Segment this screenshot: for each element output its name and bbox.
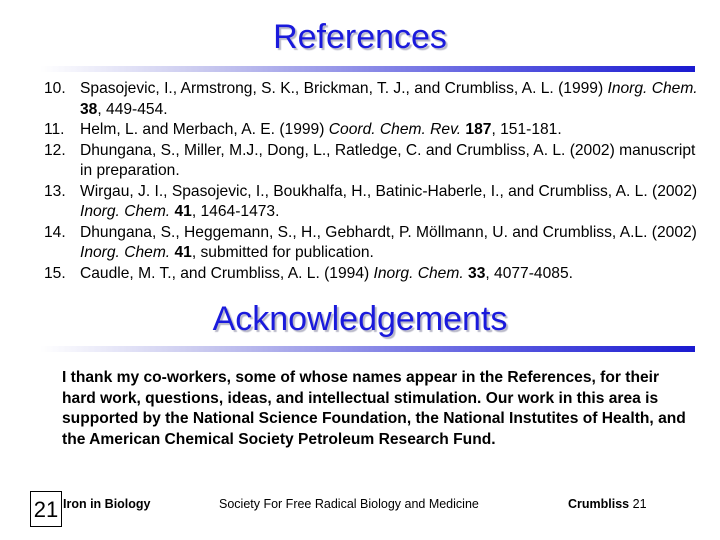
reference-text-part: , 1464-1473. bbox=[191, 203, 280, 220]
reference-text bbox=[80, 141, 704, 182]
footer-course-title: Iron in Biology bbox=[63, 497, 151, 511]
acknowledgements-text: I thank my co-workers, some of whose names appear in the References, for their hard work, questions, ideas, and intellectual stimulation. Our work in this area is supported by the National Science Foundation, the National Instutites of Health, and the American Chemical Society Petroleum Research Fund. bbox=[62, 369, 686, 448]
reference-text-part: Helm, L. and Merbach, A. E. (1999) bbox=[80, 121, 329, 138]
references-title: References bbox=[273, 18, 447, 56]
reference-text-part: , 449-454. bbox=[97, 100, 168, 118]
reference-text-part: Inorg. Chem. bbox=[607, 80, 698, 97]
reference-item bbox=[44, 79, 704, 120]
footer-society: Society For Free Radical Biology and Medicine bbox=[219, 497, 479, 511]
acknowledgements-title: Acknowledgements bbox=[212, 300, 508, 338]
reference-text bbox=[80, 182, 704, 223]
reference-text-part: Caudle, M. T., and Crumbliss, A. L. (1994) bbox=[80, 264, 374, 282]
reference-text bbox=[80, 264, 704, 285]
reference-item bbox=[44, 141, 704, 182]
reference-text-part: Inorg. Chem. bbox=[373, 264, 464, 282]
reference-text bbox=[80, 120, 704, 141]
reference-number: 12. bbox=[44, 141, 66, 159]
references-divider bbox=[40, 66, 695, 72]
reference-text-part: 33 bbox=[468, 264, 486, 282]
reference-text-part: 38 bbox=[80, 100, 98, 118]
reference-text-part: , 4077-4085. bbox=[485, 264, 573, 282]
footer-page-number: 21 bbox=[632, 497, 647, 511]
reference-text-part: Spasojevic, I., Armstrong, S. K., Brickman, T. J., and Crumbliss, A. L. (1999) bbox=[80, 80, 608, 97]
reference-text-part: Dhungana, S., Heggemann, S., H., Gebhardt, P. Möllmann, U. and Crumbliss, A.L. (2002) bbox=[80, 223, 697, 241]
reference-item bbox=[44, 223, 704, 264]
footer-author: Crumbliss bbox=[568, 497, 630, 511]
reference-item bbox=[44, 264, 704, 285]
reference-text-part: , 151-181. bbox=[491, 121, 562, 138]
reference-text-part: 41 bbox=[174, 203, 192, 220]
reference-number: 10. bbox=[44, 80, 66, 97]
reference-number: 15. bbox=[44, 264, 66, 282]
reference-number: 14. bbox=[44, 223, 66, 241]
reference-text-part: 187 bbox=[465, 121, 492, 138]
reference-text-part: Wirgau, J. I., Spasojevic, I., Boukhalfa, H., Batinic-Haberle, I., and Crumbliss, A. L. (2002) bbox=[80, 182, 698, 200]
reference-text-part: Inorg. Chem. bbox=[80, 244, 171, 261]
reference-text bbox=[80, 223, 704, 264]
reference-text-part: Coord. Chem. Rev. bbox=[328, 121, 462, 138]
reference-item bbox=[44, 120, 704, 141]
acknowledgements-divider bbox=[40, 346, 695, 352]
reference-text-part: Inorg. Chem. bbox=[80, 203, 171, 220]
reference-text-part: 41 bbox=[174, 244, 192, 261]
slide-number: 21 bbox=[30, 491, 62, 527]
reference-number: 13. bbox=[44, 182, 66, 200]
references-list bbox=[44, 79, 704, 284]
reference-item bbox=[44, 182, 704, 223]
reference-text-part: Dhungana, S., Miller, M.J., Dong, L., Ratledge, C. and Crumbliss, A. L. (2002) manuscript in preparation. bbox=[80, 141, 696, 179]
reference-number: 11. bbox=[44, 121, 65, 138]
reference-text bbox=[80, 79, 704, 120]
footer-author-page bbox=[568, 497, 647, 511]
reference-text-part: , submitted for publication. bbox=[191, 244, 374, 261]
